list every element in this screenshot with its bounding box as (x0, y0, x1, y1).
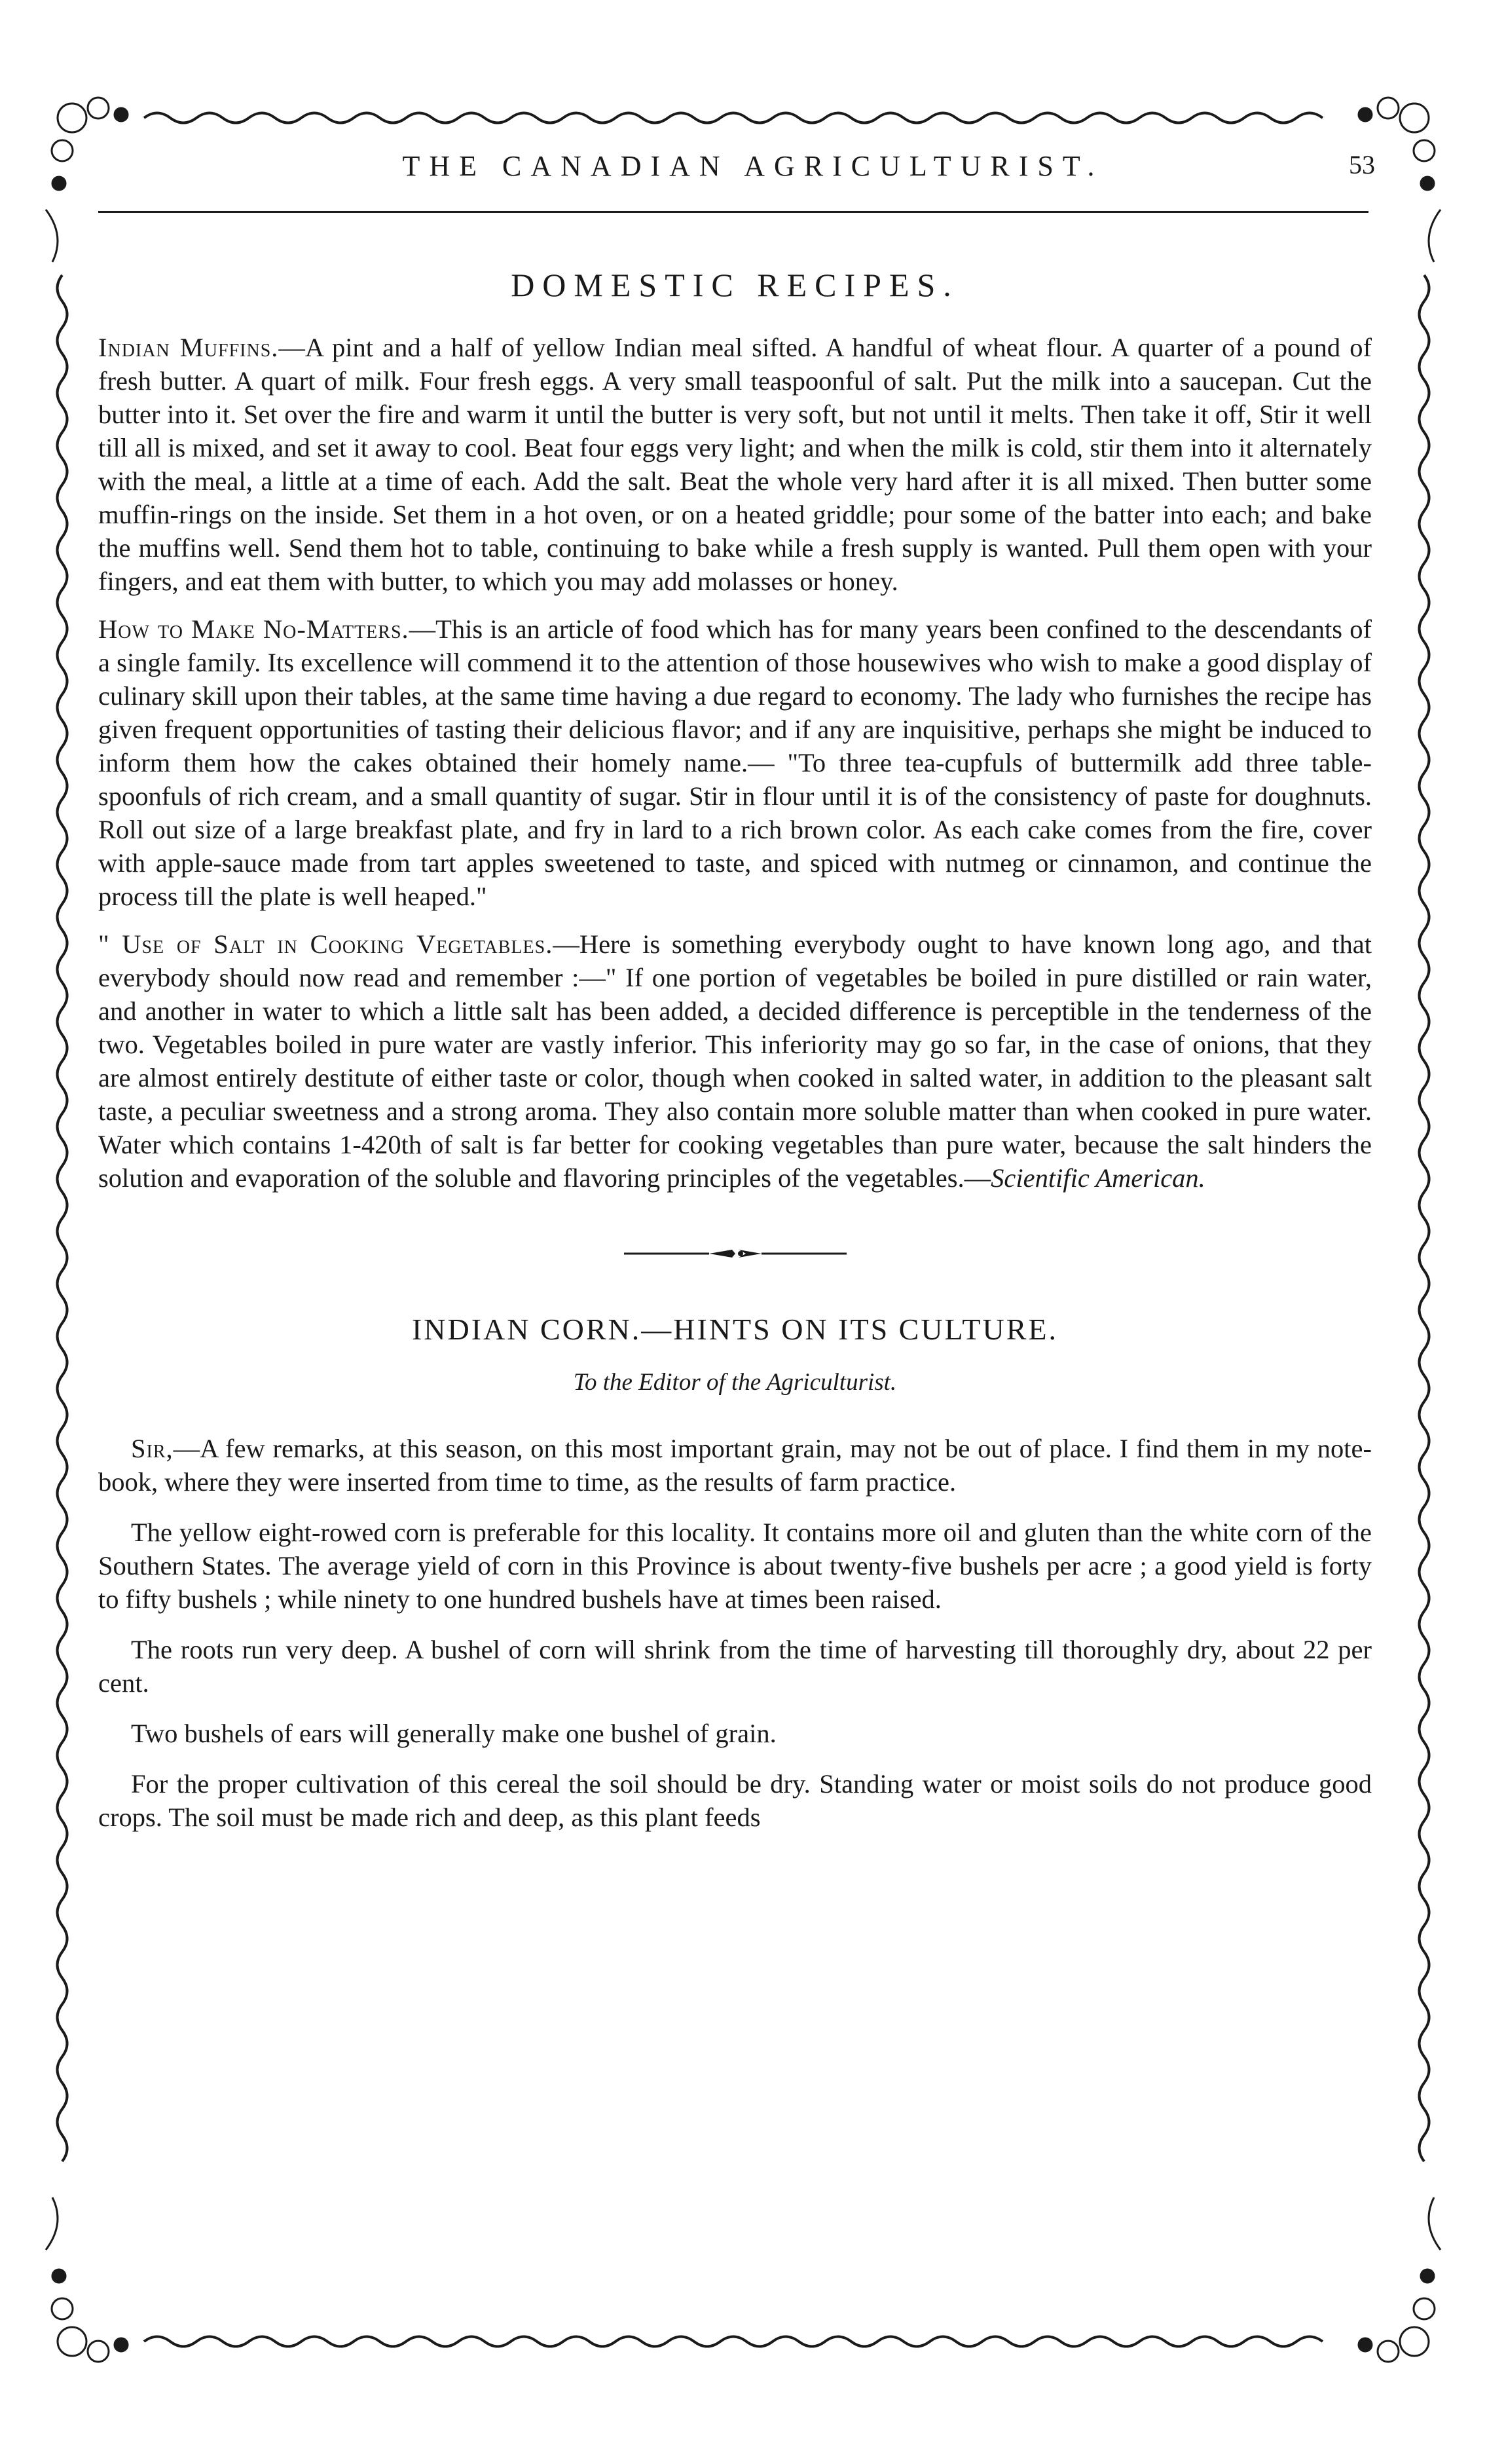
section-divider-ornament (624, 1247, 847, 1260)
letter-salutation: Sir, (131, 1434, 174, 1463)
corner-ornament-bottom-left (46, 2197, 128, 2362)
recipe-indian-muffins (98, 331, 1372, 598)
recipe-salt-vegetables (98, 927, 1372, 1195)
journal-title: THE CANADIAN AGRICULTURIST. (402, 150, 1104, 182)
section-title-domestic-recipes: DOMESTIC RECIPES. (511, 267, 959, 303)
page-number: 53 (1349, 150, 1375, 179)
recipe-source: Scientific American. (991, 1163, 1205, 1193)
letter-salutation-line: To the Editor of the Agriculturist. (573, 1369, 897, 1396)
article-body (98, 269, 1372, 1851)
corn-paragraph-1: Sir,—A few remarks, at this season, on this most important grain, may not be out of place. I find them in my note-book, where they were inserted from time to time, as the results of farm practice. (98, 1434, 1372, 1497)
recipe-heading: " Use of Salt in Cooking Vegetables. (98, 929, 553, 959)
recipe-heading: Indian Muffins. (98, 333, 279, 362)
section-title-indian-corn: INDIAN CORN.—HINTS ON ITS CULTURE. (411, 1313, 1059, 1346)
header-rule (98, 211, 1368, 213)
recipe-text: —Here is something everybody ought to have known long ago, and that everybody should now read and remember :—" If one portion of vegetables be boiled in pure distilled or rain water, and another in water to which a little salt has been added, a decided difference is perceptible in the tenderness of the two. Vegetables boiled in pure water are vastly inferior. This inferiority may go so far, in the case of onions, that they are almost entirely destitute of either taste or color, though when cooked in salted water, in addition to the pleasant salt taste, a peculiar sweetness and a strong aroma. They also contain more soluble matter than when cooked in pure water. Water which contains 1-420th of salt is far better for cooking vegetables than pure water, because the salt hinders the solution and evaporation of the soluble and flavoring principles of the vegetables.— (98, 929, 1372, 1193)
recipe-heading: How to Make No-Matters. (98, 614, 409, 644)
corn-paragraph-5: For the proper cultivation of this cereal the soil should be dry. Standing water or moist soils do not produce good crops. The soil must be made rich and deep, as this plant feeds (98, 1769, 1372, 1832)
corn-paragraph-3: The roots run very deep. A bushel of corn will shrink from the time of harvesting till thoroughly dry, about 22 per cent. (98, 1635, 1372, 1698)
recipe-text: —This is an article of food which has for many years been confined to the descendants of a single family. Its excellence will commend it to the attention of those housewives who wish to make a good display of culinary skill upon their tables, at the same time having a due regard to economy. The lady who furnishes the recipe has given frequent opportunities of tasting their delicious flavor; and if any are inquisitive, perhaps she might be induced to inform them how the cakes obtained their homely name.— "To three tea-cupfuls of buttermilk add three table-spoonfuls of rich cream, and a small quantity of sugar. Stir in flour until it is of the consistency of paste for doughnuts. Roll out size of a large breakfast plate, and fry in lard to a rich brown color. As each cake comes from the fire, cover with apple-sauce made from tart apples sweetened to taste, and spiced with nutmeg or cinnamon, and continue the process till the plate is well heaped." (98, 614, 1372, 911)
recipe-no-matters (98, 612, 1372, 913)
recipe-text: —A pint and a half of yellow Indian meal sifted. A handful of wheat flour. A quarter of a pound of fresh butter. A quart of milk. Four fresh eggs. A very small teaspoonful of salt. Put the milk into a saucepan. Cut the butter into it. Set over the fire and warm it until the butter is very soft, but not until it melts. Then take it off, Stir it well till all is mixed, and set it away to cool. Beat four eggs very light; and when the milk is cold, stir them into it alternately with the meal, a little at a time of each. Add the salt. Beat the whole very hard after it is all mixed. Then butter some muffin-rings on the inside. Set them in a hot oven, or on a heated griddle; pour some of the batter into each; and bake the muffins well. Send them hot to table, continuing to bake while a fresh supply is wanted. Pull them open with your fingers, and eat them with butter, to which you may add molasses or honey. (98, 333, 1372, 596)
running-header (98, 149, 1382, 202)
corn-paragraph-4: Two bushels of ears will generally make one bushel of grain. (131, 1719, 777, 1748)
corn-paragraph-2: The yellow eight-rowed corn is preferable for this locality. It contains more oil and gluten than the white corn of the Southern States. The average yield of corn in this Province is about twenty-five bushels per acre ; a good yield is forty to fifty bushels ; while ninety to one hundred bushels have at times been raised. (98, 1518, 1372, 1614)
corner-ornament-bottom-right (1359, 2197, 1441, 2362)
